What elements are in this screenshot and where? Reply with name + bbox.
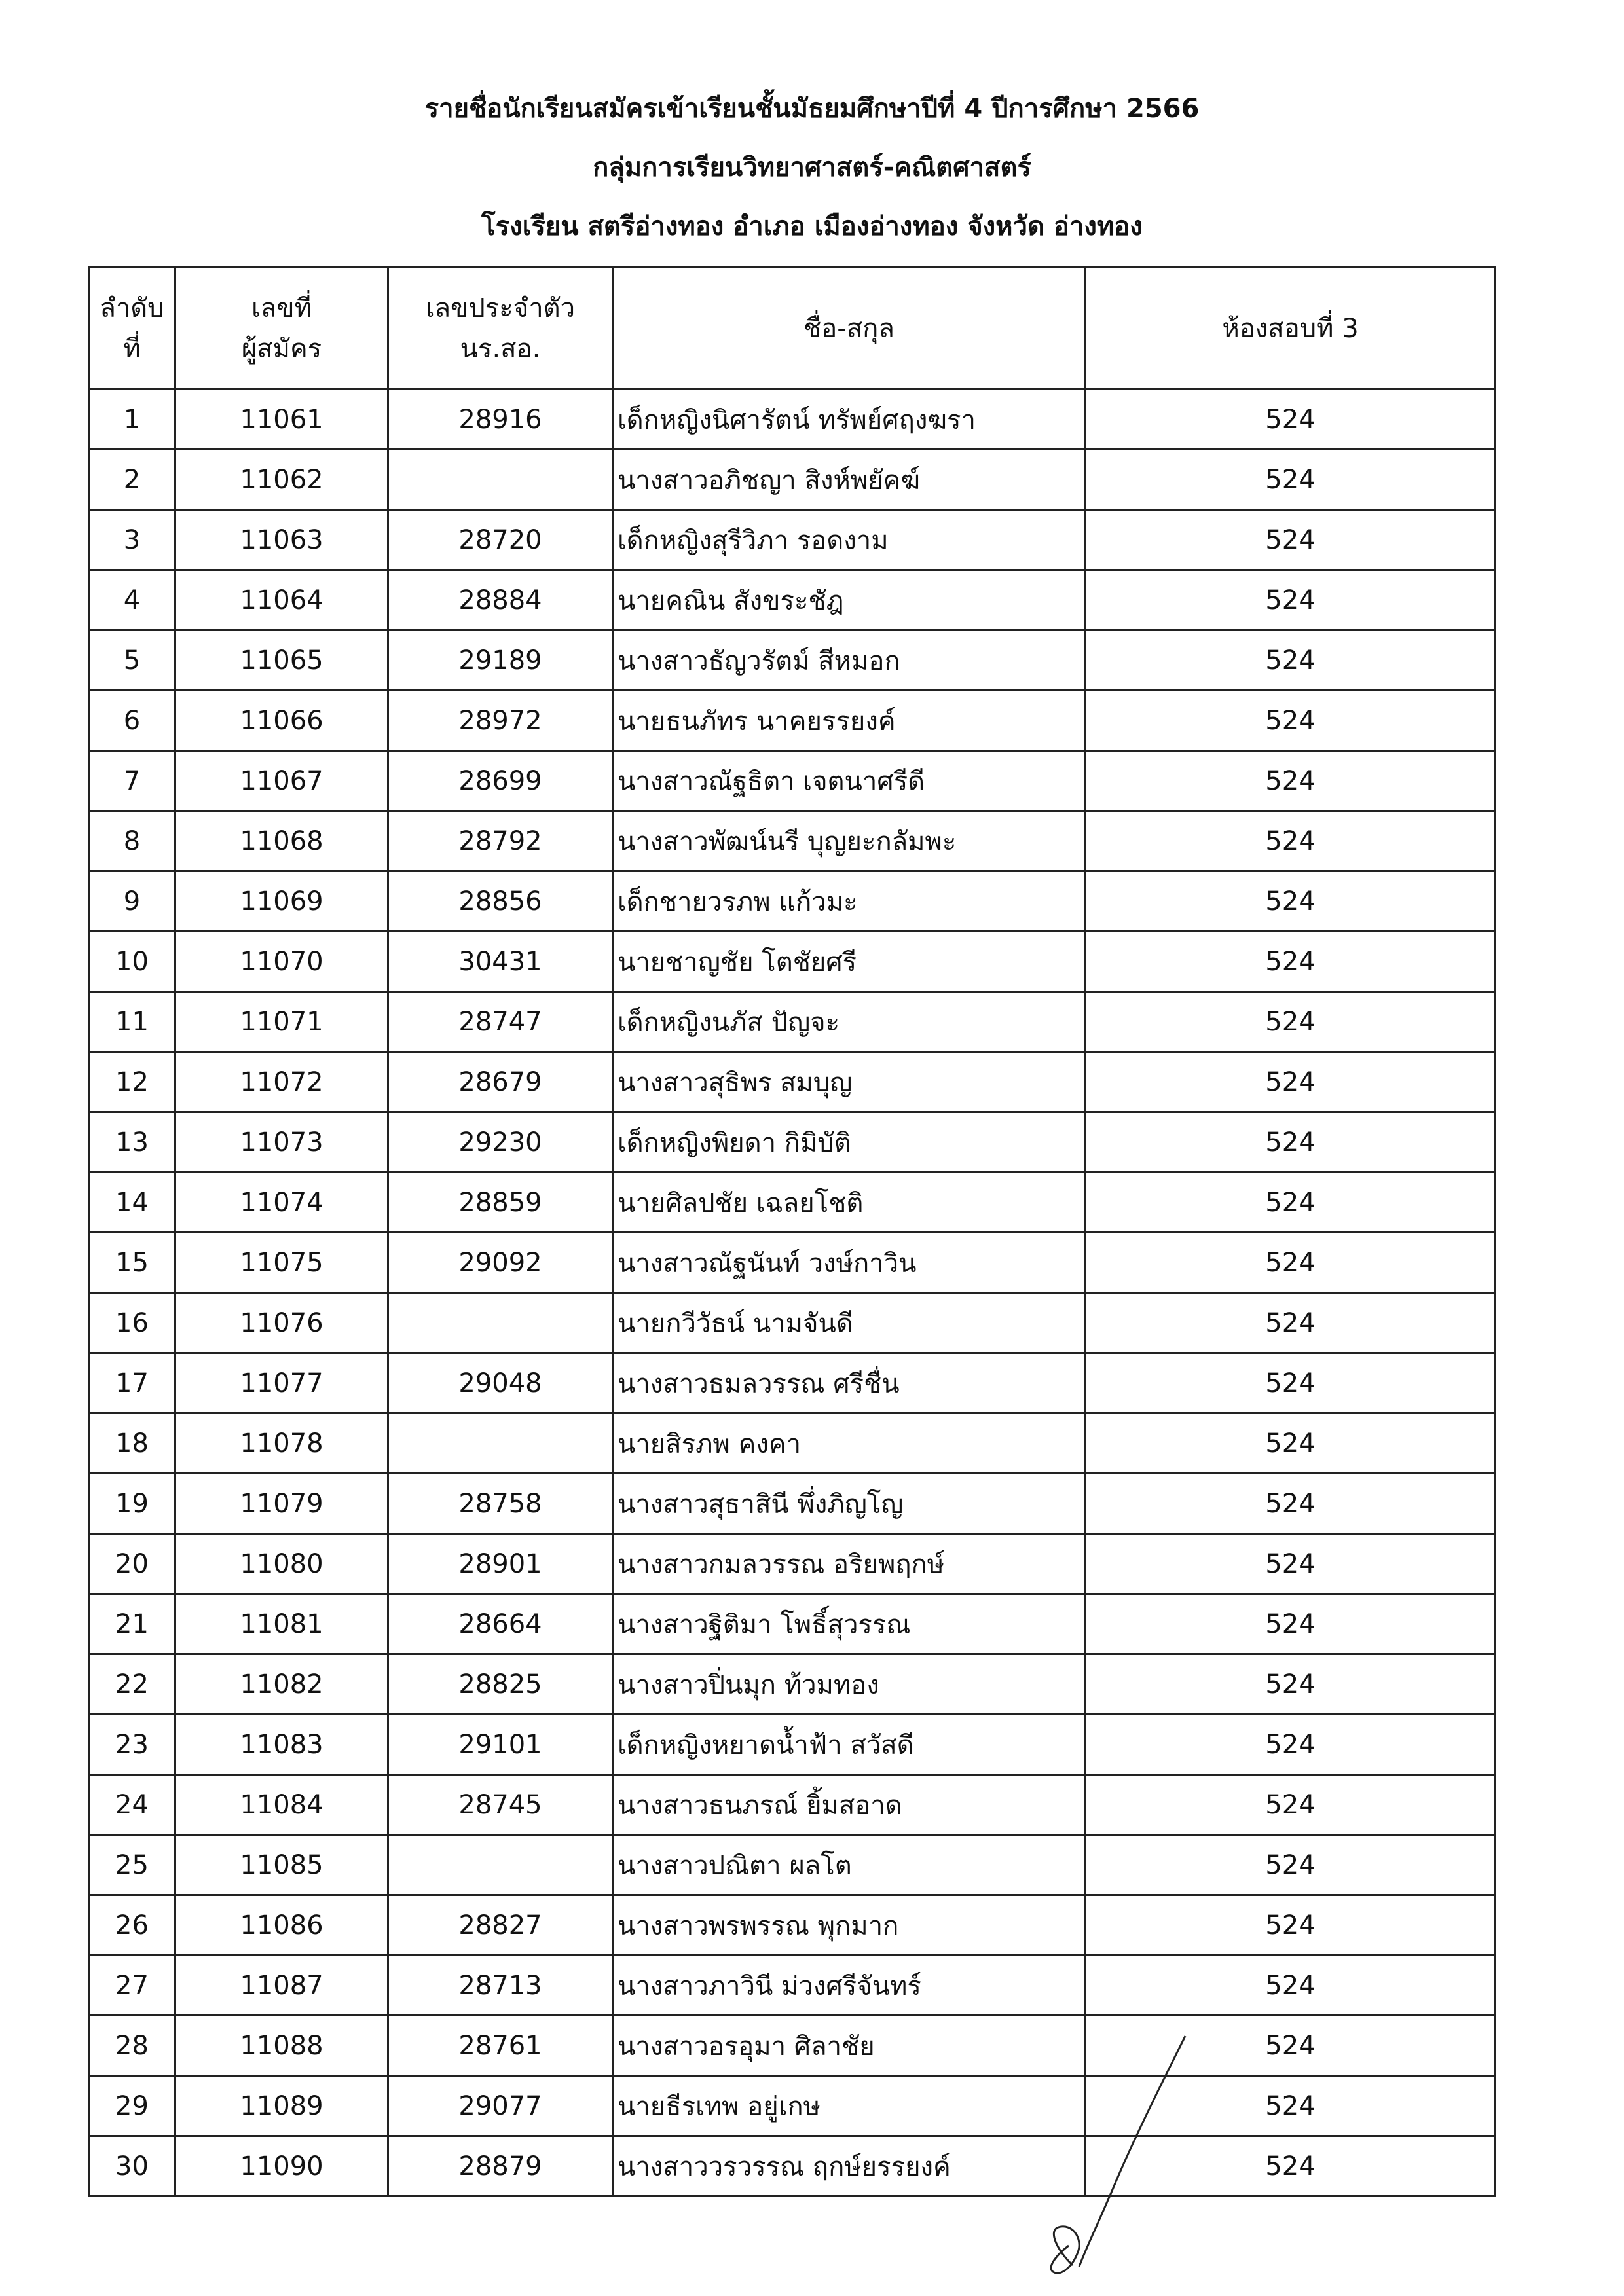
cell-applicant-no: 11061 xyxy=(175,390,388,450)
table-row xyxy=(89,1173,1496,1233)
table-row xyxy=(89,450,1496,510)
cell-name: นายธนภัทร นาคยรรยงค์ xyxy=(613,691,1086,751)
cell-order: 20 xyxy=(89,1534,175,1594)
table-row xyxy=(89,1654,1496,1715)
cell-student-id: 29101 xyxy=(388,1715,613,1775)
cell-name: นางสาวปิ่นมุก ท้วมทอง xyxy=(613,1654,1086,1715)
cell-applicant-no: 11070 xyxy=(175,932,388,992)
cell-student-id: 29189 xyxy=(388,630,613,691)
cell-room: 524 xyxy=(1086,2136,1496,2196)
cell-order: 18 xyxy=(89,1413,175,1474)
header-room: ห้องสอบที่ 3 xyxy=(1086,268,1496,390)
cell-order: 16 xyxy=(89,1293,175,1353)
cell-order: 19 xyxy=(89,1474,175,1534)
cell-room: 524 xyxy=(1086,992,1496,1052)
cell-applicant-no: 11084 xyxy=(175,1775,388,1835)
cell-applicant-no: 11063 xyxy=(175,510,388,570)
cell-student-id: 28859 xyxy=(388,1173,613,1233)
cell-student-id xyxy=(388,450,613,510)
cell-applicant-no: 11085 xyxy=(175,1835,388,1895)
cell-room: 524 xyxy=(1086,932,1496,992)
table-row xyxy=(89,2076,1496,2136)
cell-room: 524 xyxy=(1086,1112,1496,1173)
cell-applicant-no: 11069 xyxy=(175,871,388,932)
cell-applicant-no: 11066 xyxy=(175,691,388,751)
header-order-line1: ลำดับ xyxy=(100,293,164,323)
cell-student-id: 28679 xyxy=(388,1052,613,1112)
cell-room: 524 xyxy=(1086,570,1496,630)
cell-applicant-no: 11079 xyxy=(175,1474,388,1534)
cell-applicant-no: 11082 xyxy=(175,1654,388,1715)
header-applicant-line1: เลขที่ xyxy=(251,293,312,323)
cell-room: 524 xyxy=(1086,450,1496,510)
cell-order: 9 xyxy=(89,871,175,932)
cell-student-id: 28664 xyxy=(388,1594,613,1654)
cell-applicant-no: 11068 xyxy=(175,811,388,871)
cell-student-id: 28825 xyxy=(388,1654,613,1715)
cell-student-id xyxy=(388,1413,613,1474)
cell-applicant-no: 11064 xyxy=(175,570,388,630)
cell-name: นายคณิน สังขระชัฎ xyxy=(613,570,1086,630)
cell-room: 524 xyxy=(1086,510,1496,570)
table-row xyxy=(89,1956,1496,2016)
cell-order: 25 xyxy=(89,1835,175,1895)
cell-order: 4 xyxy=(89,570,175,630)
cell-student-id: 28713 xyxy=(388,1956,613,2016)
cell-name: เด็กชายวรภพ แก้วมะ xyxy=(613,871,1086,932)
cell-name: นางสาวณัฐนันท์ วงษ์กาวิน xyxy=(613,1233,1086,1293)
cell-order: 14 xyxy=(89,1173,175,1233)
cell-applicant-no: 11074 xyxy=(175,1173,388,1233)
cell-room: 524 xyxy=(1086,751,1496,811)
cell-room: 524 xyxy=(1086,2076,1496,2136)
table-row xyxy=(89,390,1496,450)
cell-name: นางสาวธนภรณ์ ยิ้มสอาด xyxy=(613,1775,1086,1835)
cell-student-id: 28972 xyxy=(388,691,613,751)
header-student-id xyxy=(388,268,613,390)
table-header-row xyxy=(89,268,1496,390)
cell-name: นายธีรเทพ อยู่เกษ xyxy=(613,2076,1086,2136)
table-row xyxy=(89,2136,1496,2196)
cell-applicant-no: 11078 xyxy=(175,1413,388,1474)
table-row xyxy=(89,1353,1496,1413)
cell-order: 30 xyxy=(89,2136,175,2196)
cell-order: 22 xyxy=(89,1654,175,1715)
cell-student-id: 28758 xyxy=(388,1474,613,1534)
cell-student-id xyxy=(388,1835,613,1895)
cell-order: 11 xyxy=(89,992,175,1052)
cell-name: นางสาวธัญวรัตม์ สีหมอก xyxy=(613,630,1086,691)
cell-room: 524 xyxy=(1086,1775,1496,1835)
cell-room: 524 xyxy=(1086,1594,1496,1654)
cell-student-id: 28747 xyxy=(388,992,613,1052)
table-row xyxy=(89,691,1496,751)
table-row xyxy=(89,1112,1496,1173)
cell-name: เด็กหญิงพิยดา กิมิบัติ xyxy=(613,1112,1086,1173)
header-name: ชื่อ-สกุล xyxy=(613,268,1086,390)
cell-order: 21 xyxy=(89,1594,175,1654)
cell-student-id: 28792 xyxy=(388,811,613,871)
cell-name: นางสาวสุธาสินี พึ่งภิญโญ xyxy=(613,1474,1086,1534)
cell-room: 524 xyxy=(1086,691,1496,751)
cell-room: 524 xyxy=(1086,1173,1496,1233)
table-row xyxy=(89,871,1496,932)
cell-order: 6 xyxy=(89,691,175,751)
cell-room: 524 xyxy=(1086,1474,1496,1534)
document-subtitle: กลุ่มการเรียนวิทยาศาสตร์-คณิตศาสตร์ xyxy=(593,153,1031,183)
applicant-table xyxy=(88,266,1496,2197)
table-row xyxy=(89,1293,1496,1353)
cell-applicant-no: 11065 xyxy=(175,630,388,691)
cell-name: นางสาวฐิติมา โพธิ์สุวรรณ xyxy=(613,1594,1086,1654)
table-row xyxy=(89,570,1496,630)
cell-name: นางสาวพรพรรณ พุกมาก xyxy=(613,1895,1086,1956)
cell-applicant-no: 11083 xyxy=(175,1715,388,1775)
table-row xyxy=(89,992,1496,1052)
cell-order: 3 xyxy=(89,510,175,570)
cell-applicant-no: 11067 xyxy=(175,751,388,811)
cell-name: นางสาวณัฐธิตา เจตนาศรีดี xyxy=(613,751,1086,811)
table-row xyxy=(89,1233,1496,1293)
cell-name: นางสาวสุธิพร สมบุญ xyxy=(613,1052,1086,1112)
cell-student-id: 30431 xyxy=(388,932,613,992)
cell-student-id: 29092 xyxy=(388,1233,613,1293)
cell-name: นางสาวอรอุมา ศิลาชัย xyxy=(613,2016,1086,2076)
cell-name: นางสาวพัฒน์นรี บุญยะกลัมพะ xyxy=(613,811,1086,871)
header-student-id-line1: เลขประจำตัว xyxy=(425,293,576,323)
cell-student-id: 28827 xyxy=(388,1895,613,1956)
cell-applicant-no: 11072 xyxy=(175,1052,388,1112)
table-row xyxy=(89,932,1496,992)
cell-room: 524 xyxy=(1086,811,1496,871)
cell-name: นางสาวกมลวรรณ อริยพฤกษ์ xyxy=(613,1534,1086,1594)
cell-order: 24 xyxy=(89,1775,175,1835)
cell-applicant-no: 11071 xyxy=(175,992,388,1052)
table-row xyxy=(89,1775,1496,1835)
table-row xyxy=(89,1715,1496,1775)
cell-applicant-no: 11080 xyxy=(175,1534,388,1594)
cell-order: 15 xyxy=(89,1233,175,1293)
cell-name: นางสาวภาวินี ม่วงศรีจันทร์ xyxy=(613,1956,1086,2016)
cell-student-id: 29230 xyxy=(388,1112,613,1173)
cell-room: 524 xyxy=(1086,1956,1496,2016)
cell-order: 2 xyxy=(89,450,175,510)
header-applicant-line2: ผู้สมัคร xyxy=(241,333,322,364)
cell-order: 23 xyxy=(89,1715,175,1775)
cell-order: 27 xyxy=(89,1956,175,2016)
header-student-id-line2: นร.สอ. xyxy=(460,333,541,364)
cell-room: 524 xyxy=(1086,1052,1496,1112)
cell-name: เด็กหญิงนิศารัตน์ ทรัพย์ศฤงฆรา xyxy=(613,390,1086,450)
header-applicant-no xyxy=(175,268,388,390)
table-row xyxy=(89,1413,1496,1474)
school-line: โรงเรียน สตรีอ่างทอง อำเภอ เมืองอ่างทอง จังหวัด อ่างทอง xyxy=(481,211,1143,242)
table-row xyxy=(89,1534,1496,1594)
document-title: รายชื่อนักเรียนสมัครเข้าเรียนชั้นมัธยมศึกษาปีที่ 4 ปีการศึกษา 2566 xyxy=(424,94,1200,124)
cell-room: 524 xyxy=(1086,1654,1496,1715)
table-body xyxy=(89,390,1496,2196)
header-order xyxy=(89,268,175,390)
cell-applicant-no: 11073 xyxy=(175,1112,388,1173)
cell-order: 10 xyxy=(89,932,175,992)
cell-name: เด็กหญิงหยาดน้ำฟ้า สวัสดี xyxy=(613,1715,1086,1775)
cell-room: 524 xyxy=(1086,1835,1496,1895)
cell-student-id: 29048 xyxy=(388,1353,613,1413)
cell-applicant-no: 11077 xyxy=(175,1353,388,1413)
cell-applicant-no: 11089 xyxy=(175,2076,388,2136)
table-row xyxy=(89,510,1496,570)
table-row xyxy=(89,751,1496,811)
cell-student-id: 28901 xyxy=(388,1534,613,1594)
cell-name: เด็กหญิงนภัส ปัญจะ xyxy=(613,992,1086,1052)
cell-order: 5 xyxy=(89,630,175,691)
cell-room: 524 xyxy=(1086,871,1496,932)
cell-student-id: 28745 xyxy=(388,1775,613,1835)
cell-name: นายชาญชัย โตชัยศรี xyxy=(613,932,1086,992)
cell-room: 524 xyxy=(1086,1534,1496,1594)
cell-order: 13 xyxy=(89,1112,175,1173)
header-order-line2: ที่ xyxy=(123,333,141,364)
cell-room: 524 xyxy=(1086,1233,1496,1293)
cell-student-id: 28916 xyxy=(388,390,613,450)
cell-room: 524 xyxy=(1086,1293,1496,1353)
cell-applicant-no: 11081 xyxy=(175,1594,388,1654)
cell-name: นางสาวธมลวรรณ ศรีชื่น xyxy=(613,1353,1086,1413)
table-row xyxy=(89,811,1496,871)
table-row xyxy=(89,1052,1496,1112)
cell-order: 28 xyxy=(89,2016,175,2076)
cell-name: นายศิลปชัย เฉลยโชติ xyxy=(613,1173,1086,1233)
cell-name: นางสาวอภิชญา สิงห์พยัคฆ์ xyxy=(613,450,1086,510)
cell-applicant-no: 11090 xyxy=(175,2136,388,2196)
cell-name: นายสิรภพ คงคา xyxy=(613,1413,1086,1474)
cell-student-id: 28856 xyxy=(388,871,613,932)
cell-room: 524 xyxy=(1086,390,1496,450)
document-title-block xyxy=(0,92,1624,268)
cell-student-id: 28699 xyxy=(388,751,613,811)
cell-order: 1 xyxy=(89,390,175,450)
cell-order: 12 xyxy=(89,1052,175,1112)
cell-room: 524 xyxy=(1086,1895,1496,1956)
table-row xyxy=(89,630,1496,691)
cell-applicant-no: 11088 xyxy=(175,2016,388,2076)
cell-applicant-no: 11087 xyxy=(175,1956,388,2016)
cell-order: 26 xyxy=(89,1895,175,1956)
cell-order: 29 xyxy=(89,2076,175,2136)
table-row xyxy=(89,1835,1496,1895)
cell-student-id: 29077 xyxy=(388,2076,613,2136)
cell-name: นางสาวปณิตา ผลโต xyxy=(613,1835,1086,1895)
cell-student-id: 28879 xyxy=(388,2136,613,2196)
cell-room: 524 xyxy=(1086,1413,1496,1474)
cell-name: นางสาววรวรรณ ฤกษ์ยรรยงค์ xyxy=(613,2136,1086,2196)
cell-name: นายกวีวัธน์ นามจันดี xyxy=(613,1293,1086,1353)
cell-order: 7 xyxy=(89,751,175,811)
table-row xyxy=(89,1895,1496,1956)
signature-mark xyxy=(995,2023,1218,2285)
table-row xyxy=(89,1594,1496,1654)
cell-applicant-no: 11075 xyxy=(175,1233,388,1293)
cell-order: 17 xyxy=(89,1353,175,1413)
cell-room: 524 xyxy=(1086,630,1496,691)
cell-order: 8 xyxy=(89,811,175,871)
cell-student-id: 28884 xyxy=(388,570,613,630)
table-row xyxy=(89,2016,1496,2076)
table-row xyxy=(89,1474,1496,1534)
cell-student-id xyxy=(388,1293,613,1353)
cell-applicant-no: 11062 xyxy=(175,450,388,510)
cell-room: 524 xyxy=(1086,1353,1496,1413)
cell-student-id: 28761 xyxy=(388,2016,613,2076)
cell-room: 524 xyxy=(1086,2016,1496,2076)
cell-name: เด็กหญิงสุรีวิภา รอดงาม xyxy=(613,510,1086,570)
cell-room: 524 xyxy=(1086,1715,1496,1775)
cell-applicant-no: 11086 xyxy=(175,1895,388,1956)
cell-student-id: 28720 xyxy=(388,510,613,570)
cell-applicant-no: 11076 xyxy=(175,1293,388,1353)
